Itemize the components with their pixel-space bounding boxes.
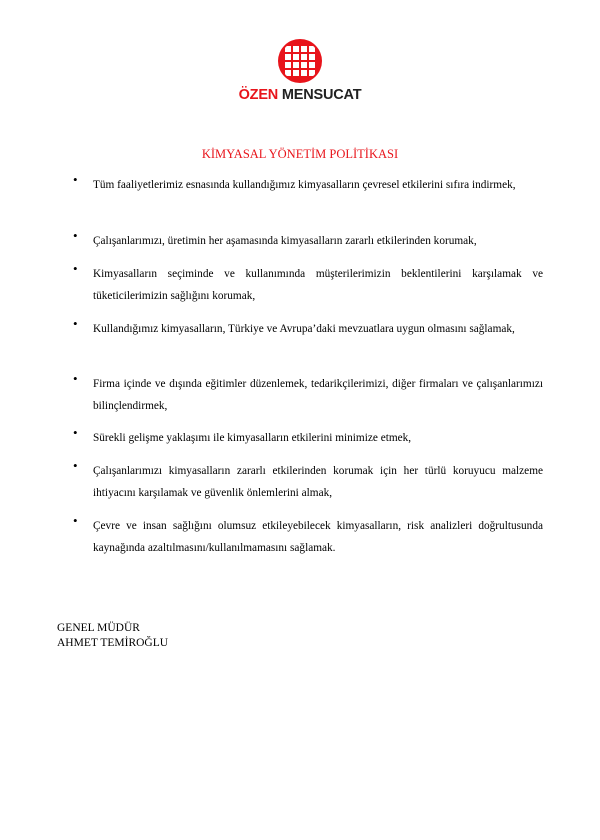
list-item-text: Firma içinde ve dışında eğitimler düzenlemek, tedarikçilerimizi, diğer firmaları ve çalışanlarımızı bilinçlendirmek, (93, 378, 543, 412)
list-item-text: Kimyasalların seçiminde ve kullanımında müşterilerimizin beklentilerini karşılamak ve tüketicilerimizin sağlığını korumak, (93, 268, 543, 302)
bullet-icon: • (73, 513, 78, 528)
signature-name: AHMET TEMİROĞLU (57, 637, 169, 649)
list-item-text: Çalışanlarımızı kimyasalların zararlı etkilerinden korumak için her türlü koruyucu malzeme ihtiyacını karşılamak ve güvenlik önlemlerini almak, (93, 465, 543, 499)
signature-role: GENEL MÜDÜR (57, 622, 140, 634)
bullet-icon: • (73, 425, 78, 440)
company-name-word1: ÖZEN (238, 87, 279, 103)
list-item-text: Tüm faaliyetlerimiz esnasında kullandığımız kimyasalların çevresel etkilerini sıfıra indirmek, (93, 179, 516, 191)
bullet-icon: • (73, 458, 78, 473)
bullet-icon: • (73, 316, 78, 331)
bullet-icon: • (73, 371, 78, 386)
signature-block (57, 621, 168, 651)
policy-title: KİMYASAL YÖNETİM POLİTİKASI (201, 147, 399, 161)
company-name-word2: MENSUCAT (281, 87, 362, 103)
bullet-icon: • (73, 172, 78, 187)
list-item-text: Sürekli gelişme yaklaşımı ile kimyasalların etkilerini minimize etmek, (93, 432, 412, 444)
list-item-text: Kullandığımız kimyasalların, Türkiye ve Avrupa’daki mevzuatlara uygun olmasını sağlamak, (93, 323, 515, 335)
list-item-text: Çevre ve insan sağlığını olumsuz etkileyebilecek kimyasalların, risk analizleri doğrultusunda kaynağında azaltılmasını/kullanılmamasını sağlamak. (93, 520, 543, 554)
bullet-icon: • (73, 228, 78, 243)
list-item-text: Çalışanlarımızı, üretimin her aşamasında kimyasalların zararlı etkilerinden korumak, (93, 235, 477, 247)
bullet-icon: • (73, 261, 78, 276)
